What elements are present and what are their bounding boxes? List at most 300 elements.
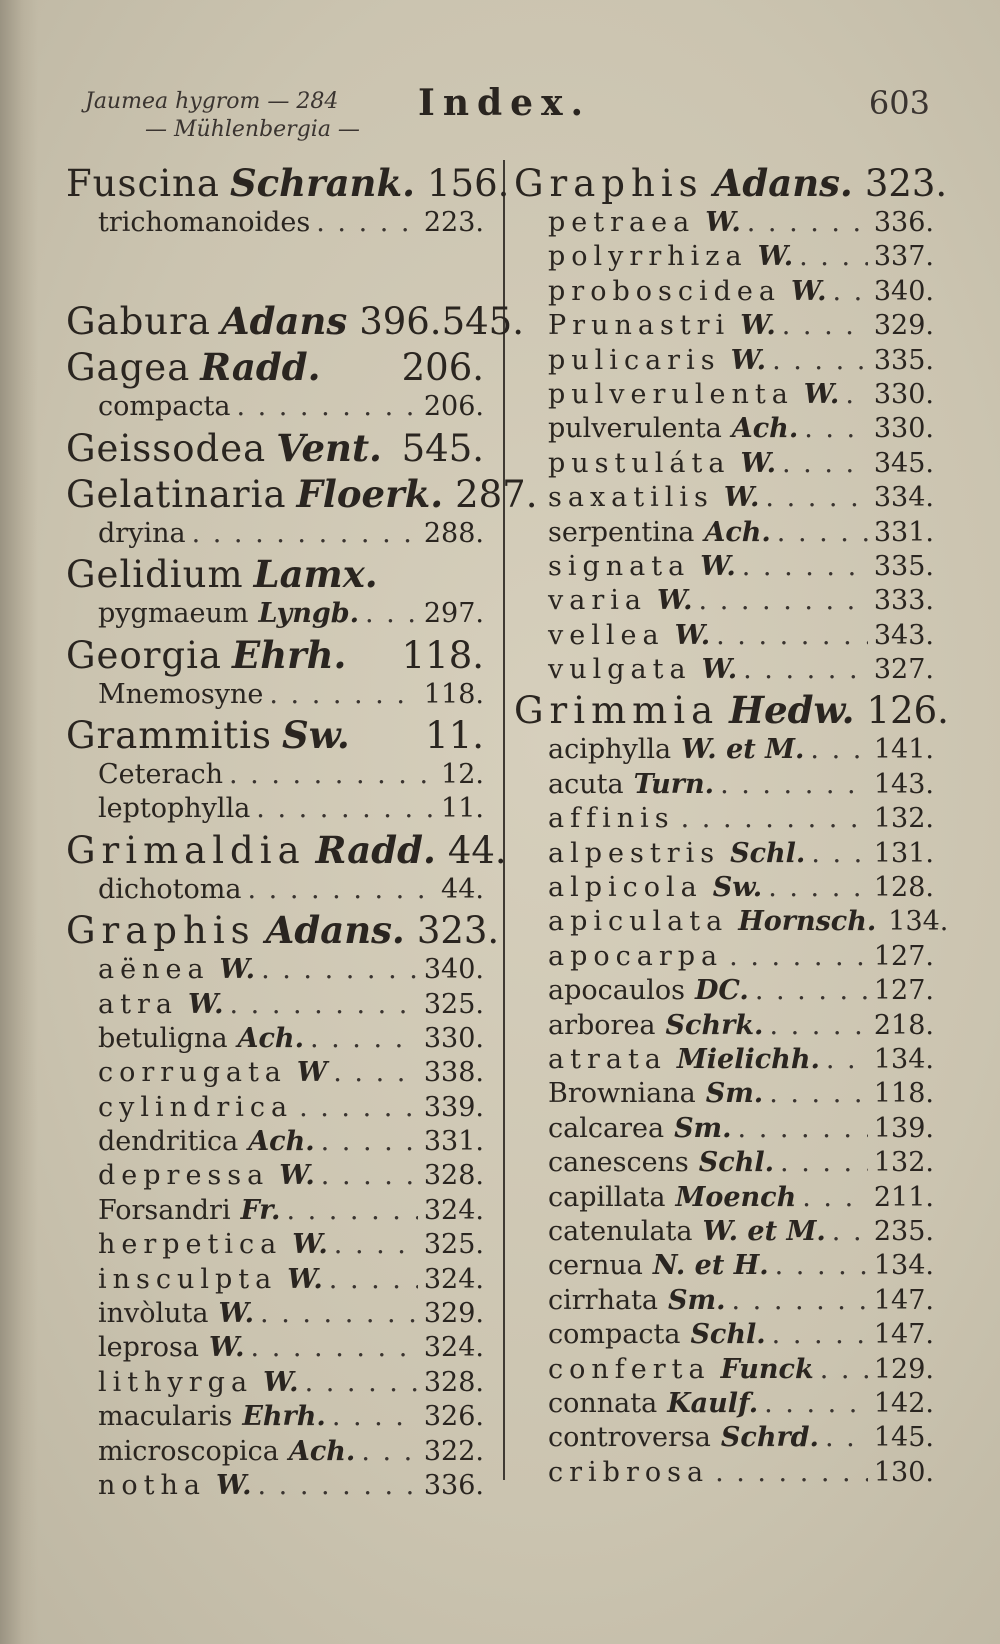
dot-leader xyxy=(334,1228,418,1262)
entry-page-number: 118. xyxy=(873,1078,934,1110)
index-species-entry xyxy=(66,1435,484,1469)
entry-page-number: 11. xyxy=(425,713,484,757)
dot-leader xyxy=(777,516,868,550)
entry-name: Georgia xyxy=(66,633,222,677)
entry-author: W. xyxy=(279,1160,315,1192)
entry-name: herpetica xyxy=(98,1229,283,1261)
dot-leader xyxy=(256,792,435,826)
dot-leader xyxy=(769,1009,867,1043)
dot-leader xyxy=(802,1181,868,1215)
entry-name: Prunastri xyxy=(548,310,731,342)
entry-page-number: 329. xyxy=(423,1298,484,1330)
entry-name: aënea xyxy=(98,954,210,986)
entry-name: saxatilis xyxy=(548,482,714,514)
index-species-entry xyxy=(514,1112,934,1146)
entry-author: W. et M. xyxy=(702,1215,826,1247)
entry-page-number: 340. xyxy=(423,954,484,986)
entry-author: N. et H. xyxy=(652,1250,769,1282)
entry-page-number: 345. xyxy=(873,447,934,479)
index-species-entry xyxy=(66,1194,484,1228)
index-species-entry xyxy=(66,1297,484,1331)
dot-leader xyxy=(833,275,868,309)
dot-leader xyxy=(772,1318,868,1352)
entry-name: connata xyxy=(548,1387,658,1419)
entry-name: macularis xyxy=(98,1401,233,1433)
index-species-entry xyxy=(66,1400,484,1434)
entry-author: Lyngb. xyxy=(258,598,359,630)
dot-leader xyxy=(769,1077,868,1111)
dot-leader xyxy=(260,1297,418,1331)
index-species-entry xyxy=(514,1215,934,1249)
dot-leader xyxy=(365,597,418,631)
index-genus-entry xyxy=(514,687,949,733)
dot-leader xyxy=(716,619,868,653)
entry-page-number: 323. xyxy=(864,162,948,205)
entry-name: proboscidea xyxy=(548,275,781,307)
entry-author: Adans. xyxy=(265,908,405,953)
entry-page-number: 331. xyxy=(873,516,934,548)
index-genus-entry xyxy=(66,712,484,758)
entry-author: Schl. xyxy=(690,1319,766,1351)
index-genus-entry xyxy=(66,907,500,953)
entry-name: Grimaldia xyxy=(66,828,306,872)
dot-leader xyxy=(775,1249,868,1283)
entry-page-number: 130. xyxy=(873,1456,934,1488)
index-species-entry xyxy=(66,517,484,551)
dot-leader xyxy=(755,974,868,1008)
entry-page-number: 211. xyxy=(873,1181,934,1213)
index-genus-entry xyxy=(66,160,510,206)
entry-author: Schrd. xyxy=(720,1422,819,1454)
entry-page-number: 145. xyxy=(873,1422,934,1454)
entry-page-number: 330. xyxy=(873,378,934,410)
entry-name: apiculata xyxy=(548,906,729,938)
entry-page-number: 328. xyxy=(423,1160,484,1192)
entry-author: W. xyxy=(209,1332,245,1364)
entry-page-number: 44. xyxy=(447,828,507,872)
entry-author: Schrank. xyxy=(229,161,415,205)
index-species-entry xyxy=(514,1077,934,1111)
entry-author: W. xyxy=(215,1469,252,1501)
index-species-entry xyxy=(514,516,934,550)
index-genus-entry xyxy=(66,471,538,517)
entry-name: vulgata xyxy=(548,654,692,686)
index-species-entry xyxy=(514,837,934,871)
entry-name: Geissodea xyxy=(66,426,267,470)
entry-name: vellea xyxy=(548,619,665,651)
index-species-entry xyxy=(66,206,484,240)
entry-name: insculpta xyxy=(98,1263,278,1295)
entry-page-number: 287. xyxy=(455,472,538,516)
entry-author: Sw. xyxy=(712,872,763,904)
index-genus-entry xyxy=(66,298,524,344)
entry-name: microscopica xyxy=(98,1435,279,1467)
entry-page-number: 11. xyxy=(441,793,484,825)
entry-name: varia xyxy=(548,585,647,617)
entry-name: corrugata xyxy=(98,1057,287,1089)
dot-leader xyxy=(826,1043,868,1077)
entry-name: acuta xyxy=(548,768,624,800)
entry-page-number: 206. xyxy=(401,346,484,390)
entry-page-number: 218. xyxy=(873,1009,934,1041)
entry-author: Adans. xyxy=(713,161,853,205)
entry-page-number: 134. xyxy=(888,906,949,938)
index-species-entry xyxy=(514,206,934,240)
entry-author: Kaulf. xyxy=(667,1387,759,1419)
index-species-entry xyxy=(514,378,934,412)
index-species-entry xyxy=(514,619,934,653)
entry-page-number: 324. xyxy=(423,1332,484,1364)
entry-name: betuligna xyxy=(98,1022,228,1054)
entry-author: W xyxy=(296,1057,328,1089)
index-species-entry xyxy=(66,1228,484,1262)
entry-author: Ach. xyxy=(731,413,799,445)
index-species-entry xyxy=(66,1263,484,1297)
entry-author: Sw. xyxy=(282,712,350,757)
entry-page-number: 147. xyxy=(873,1319,934,1351)
index-species-entry xyxy=(66,1022,484,1056)
entry-name: dryina xyxy=(98,517,186,549)
right-column xyxy=(514,160,949,1490)
entry-page-number: 339. xyxy=(423,1091,484,1123)
entry-name: compacta xyxy=(98,391,231,423)
index-species-entry xyxy=(66,1366,484,1400)
index-species-entry xyxy=(514,733,934,767)
entry-page-number: 333. xyxy=(873,585,934,617)
index-species-entry xyxy=(514,1181,934,1215)
dot-leader xyxy=(286,1194,417,1228)
index-species-entry xyxy=(514,1387,934,1421)
index-genus-entry xyxy=(66,425,484,471)
dot-leader xyxy=(799,240,868,274)
dot-leader xyxy=(321,1159,418,1193)
index-genus-entry xyxy=(514,160,948,206)
entry-author: W. xyxy=(700,550,736,582)
entry-name: polyrrhiza xyxy=(548,241,748,273)
dot-leader xyxy=(747,206,868,240)
entry-page-number: 324. xyxy=(423,1194,484,1226)
dot-leader xyxy=(251,1331,418,1365)
entry-page-number: 328. xyxy=(423,1366,484,1398)
index-genus-entry xyxy=(66,551,484,597)
index-species-entry xyxy=(66,873,484,907)
entry-page-number: 327. xyxy=(873,654,934,686)
entry-name: apocarpa xyxy=(548,940,724,972)
dot-leader xyxy=(845,378,868,412)
entry-name: serpentina xyxy=(548,516,695,548)
dot-leader xyxy=(715,1456,868,1490)
index-species-entry xyxy=(514,974,934,1008)
entry-author: Mielichh. xyxy=(676,1043,820,1075)
entry-page-number: 118. xyxy=(423,678,484,710)
entry-page-number: 131. xyxy=(873,837,934,869)
index-species-entry xyxy=(514,1421,934,1455)
entry-name: Graphis xyxy=(514,162,704,205)
entry-name: canescens xyxy=(548,1147,689,1179)
entry-name: dichotoma xyxy=(98,873,242,905)
dot-leader xyxy=(720,768,868,802)
index-species-entry xyxy=(514,1456,934,1490)
dot-leader xyxy=(764,1387,868,1421)
entry-page-number: 297. xyxy=(423,598,484,630)
entry-name: Gabura xyxy=(66,300,211,344)
entry-name: compacta xyxy=(548,1319,681,1351)
index-species-entry xyxy=(514,344,934,378)
entry-author: W. xyxy=(790,275,827,307)
entry-author: W. xyxy=(705,207,741,238)
index-species-entry xyxy=(514,584,934,618)
index-species-entry xyxy=(66,1331,484,1365)
entry-page-number: 330. xyxy=(423,1022,484,1054)
entry-name: Browniana xyxy=(548,1078,696,1110)
entry-name: pygmaeum xyxy=(98,598,249,630)
dot-leader xyxy=(248,873,436,907)
entry-page-number: 118. xyxy=(401,633,484,677)
entry-page-number: 329. xyxy=(873,310,934,342)
section-gap xyxy=(66,240,484,298)
entry-name: calcarea xyxy=(548,1112,665,1144)
index-species-entry xyxy=(514,1249,934,1283)
page-title: Index. xyxy=(418,82,592,124)
dot-leader xyxy=(742,550,868,584)
dot-leader xyxy=(772,344,868,378)
index-species-entry xyxy=(66,792,484,826)
entry-page-number: 129. xyxy=(873,1353,934,1385)
entry-name: arborea xyxy=(548,1009,656,1041)
entry-name: Ceterach xyxy=(98,758,223,790)
dot-leader xyxy=(832,1215,868,1249)
entry-page-number: 335. xyxy=(873,344,934,376)
entry-name: catenulata xyxy=(548,1215,693,1247)
entry-page-number: 338. xyxy=(423,1057,484,1089)
entry-page-number: 335. xyxy=(873,550,934,582)
index-species-entry xyxy=(66,1125,484,1159)
entry-page-number: 223. xyxy=(423,207,484,238)
index-species-entry xyxy=(66,678,484,712)
entry-name: trichomanoides xyxy=(98,207,311,238)
entry-page-number: 323. xyxy=(416,909,500,953)
entry-author: W. xyxy=(701,654,738,686)
entry-name: depressa xyxy=(98,1160,270,1192)
index-species-entry xyxy=(514,1009,934,1043)
dot-leader xyxy=(804,412,868,446)
entry-author: Turn. xyxy=(633,768,715,800)
index-species-entry xyxy=(66,953,484,987)
entry-page-number: 324. xyxy=(423,1263,484,1295)
dot-leader xyxy=(329,1263,418,1297)
entry-author: Sm. xyxy=(674,1112,732,1144)
entry-author: Ach. xyxy=(237,1022,304,1054)
entry-name: Grimmia xyxy=(514,689,720,733)
entry-name: pulverulenta xyxy=(548,413,722,445)
entry-author: W. xyxy=(803,378,840,410)
dot-leader xyxy=(699,584,868,618)
index-genus-entry xyxy=(66,827,507,873)
index-species-entry xyxy=(66,390,484,424)
entry-author: Ach. xyxy=(248,1126,315,1158)
entry-name: Forsandri xyxy=(98,1194,231,1226)
entry-page-number: 128. xyxy=(873,872,934,904)
index-species-entry xyxy=(514,550,934,584)
entry-page-number: 156. xyxy=(426,162,510,205)
dot-leader xyxy=(310,1022,418,1056)
index-species-entry xyxy=(514,1043,934,1077)
handwritten-note xyxy=(85,88,475,160)
entry-page-number: 330. xyxy=(873,413,934,445)
index-species-entry xyxy=(514,240,934,274)
left-column xyxy=(66,160,538,1503)
dot-leader xyxy=(738,1112,868,1146)
index-species-entry xyxy=(514,275,934,309)
entry-name: alpicola xyxy=(548,872,703,904)
entry-author: Fr. xyxy=(240,1194,281,1226)
entry-name: Gelatinaria xyxy=(66,472,287,516)
entry-author: W. xyxy=(657,585,693,617)
index-species-entry xyxy=(514,309,934,343)
entry-name: dendritica xyxy=(98,1126,239,1158)
entry-author: W. et M. xyxy=(681,734,805,766)
entry-name: cernua xyxy=(548,1250,643,1282)
entry-page-number: 44. xyxy=(441,873,484,905)
entry-author: W. xyxy=(187,988,224,1020)
dot-leader xyxy=(729,940,868,974)
index-species-entry xyxy=(514,653,934,687)
entry-author: Vent. xyxy=(276,425,382,470)
entry-author: Ach. xyxy=(704,516,771,548)
entry-page-number: 235. xyxy=(873,1215,934,1247)
index-species-entry xyxy=(514,1353,934,1387)
entry-name: pulicaris xyxy=(548,344,721,376)
dot-leader xyxy=(305,1366,418,1400)
dot-leader xyxy=(768,871,868,905)
entry-author: Moench xyxy=(675,1181,797,1213)
entry-name: Graphis xyxy=(66,909,256,953)
index-species-entry xyxy=(514,802,934,836)
entry-page-number: 334. xyxy=(873,482,934,514)
entry-name: controversa xyxy=(548,1422,711,1454)
dot-leader xyxy=(811,837,868,871)
dot-leader xyxy=(258,1469,418,1503)
entry-name: cylindrica xyxy=(98,1091,294,1123)
dot-leader xyxy=(269,678,418,712)
entry-name: Gelidium xyxy=(66,553,244,597)
entry-name: invòluta xyxy=(98,1298,209,1330)
entry-author: Radd. xyxy=(315,827,436,872)
entry-author: W. xyxy=(292,1229,328,1261)
dot-leader xyxy=(731,1284,867,1318)
entry-page-number: 206. xyxy=(423,391,484,423)
entry-author: W. xyxy=(757,241,794,273)
handwritten-line-2: — Mühlenbergia — xyxy=(145,117,360,142)
dot-leader xyxy=(229,758,435,792)
dot-leader xyxy=(236,390,417,424)
entry-name: alpestris xyxy=(548,837,721,869)
entry-name: Grammitis xyxy=(66,713,272,757)
index-species-entry xyxy=(66,758,484,792)
dot-leader xyxy=(299,1091,418,1125)
entry-page-number: 143. xyxy=(873,768,934,800)
dot-leader xyxy=(782,309,868,343)
entry-author: W. xyxy=(674,619,711,651)
entry-page-number: 340. xyxy=(873,275,934,307)
entry-name: aciphylla xyxy=(548,734,672,766)
entry-author: Adans xyxy=(220,299,348,344)
entry-name: capillata xyxy=(548,1181,666,1213)
entry-author: Ehrh. xyxy=(232,632,347,677)
entry-author: DC. xyxy=(695,975,749,1007)
dot-leader xyxy=(820,1353,868,1387)
entry-author: Schl. xyxy=(730,837,806,869)
dot-leader xyxy=(321,1125,418,1159)
entry-page-number: 336. xyxy=(423,1469,484,1501)
entry-name: notha xyxy=(98,1469,206,1501)
entry-page-number: 147. xyxy=(873,1284,934,1316)
entry-author: Ehrh. xyxy=(242,1401,326,1433)
dot-leader xyxy=(333,1056,418,1090)
entry-name: affinis xyxy=(548,803,675,835)
entry-page-number: 132. xyxy=(873,1147,934,1179)
entry-name: signata xyxy=(548,550,691,582)
entry-page-number: 331. xyxy=(423,1126,484,1158)
entry-page-number: 545. xyxy=(401,426,484,470)
entry-author: Radd. xyxy=(200,345,321,390)
entry-page-number: 326. xyxy=(423,1401,484,1433)
entry-name: atra xyxy=(98,988,178,1020)
entry-name: lithyrga xyxy=(98,1366,254,1398)
index-species-entry xyxy=(66,1091,484,1125)
entry-name: apocaulos xyxy=(548,975,685,1007)
index-species-entry xyxy=(66,597,484,631)
entry-page-number: 127. xyxy=(873,975,934,1007)
entry-page-number: 325. xyxy=(423,988,484,1020)
index-species-entry xyxy=(514,481,934,515)
entry-name: leprosa xyxy=(98,1332,200,1364)
entry-author: W. xyxy=(219,954,256,986)
dot-leader xyxy=(782,447,868,481)
entry-page-number: 127. xyxy=(873,940,934,972)
gutter-shadow xyxy=(0,0,38,1644)
dot-leader xyxy=(261,953,418,987)
entry-author: Hedw. xyxy=(729,688,855,733)
index-species-entry xyxy=(66,988,484,1022)
entry-page-number: 396.545. xyxy=(359,300,524,344)
entry-page-number: 343. xyxy=(873,619,934,651)
dot-leader xyxy=(825,1421,868,1455)
entry-name: pulverulenta xyxy=(548,378,794,410)
entry-name: cribrosa xyxy=(548,1456,710,1488)
entry-page-number: 288. xyxy=(423,517,484,549)
entry-name: atrata xyxy=(548,1043,667,1075)
handwritten-line-1: Jaumea hygrom — 284 xyxy=(85,89,339,114)
index-species-entry xyxy=(514,940,934,974)
entry-author: Sm. xyxy=(668,1284,726,1316)
entry-author: W. xyxy=(740,310,776,342)
entry-page-number: 336. xyxy=(873,207,934,238)
index-species-entry xyxy=(514,447,934,481)
entry-name: Gagea xyxy=(66,346,191,390)
dot-leader xyxy=(332,1400,418,1434)
index-species-entry xyxy=(514,905,949,939)
entry-page-number: 12. xyxy=(441,758,484,790)
dot-leader xyxy=(229,988,417,1022)
entry-page-number: 126. xyxy=(866,689,949,733)
entry-author: Funck xyxy=(720,1353,814,1385)
index-species-entry xyxy=(514,1146,934,1180)
entry-author: W. xyxy=(730,344,767,376)
entry-author: W. xyxy=(218,1298,255,1330)
dot-leader xyxy=(780,1146,868,1180)
entry-name: petraea xyxy=(548,207,696,238)
